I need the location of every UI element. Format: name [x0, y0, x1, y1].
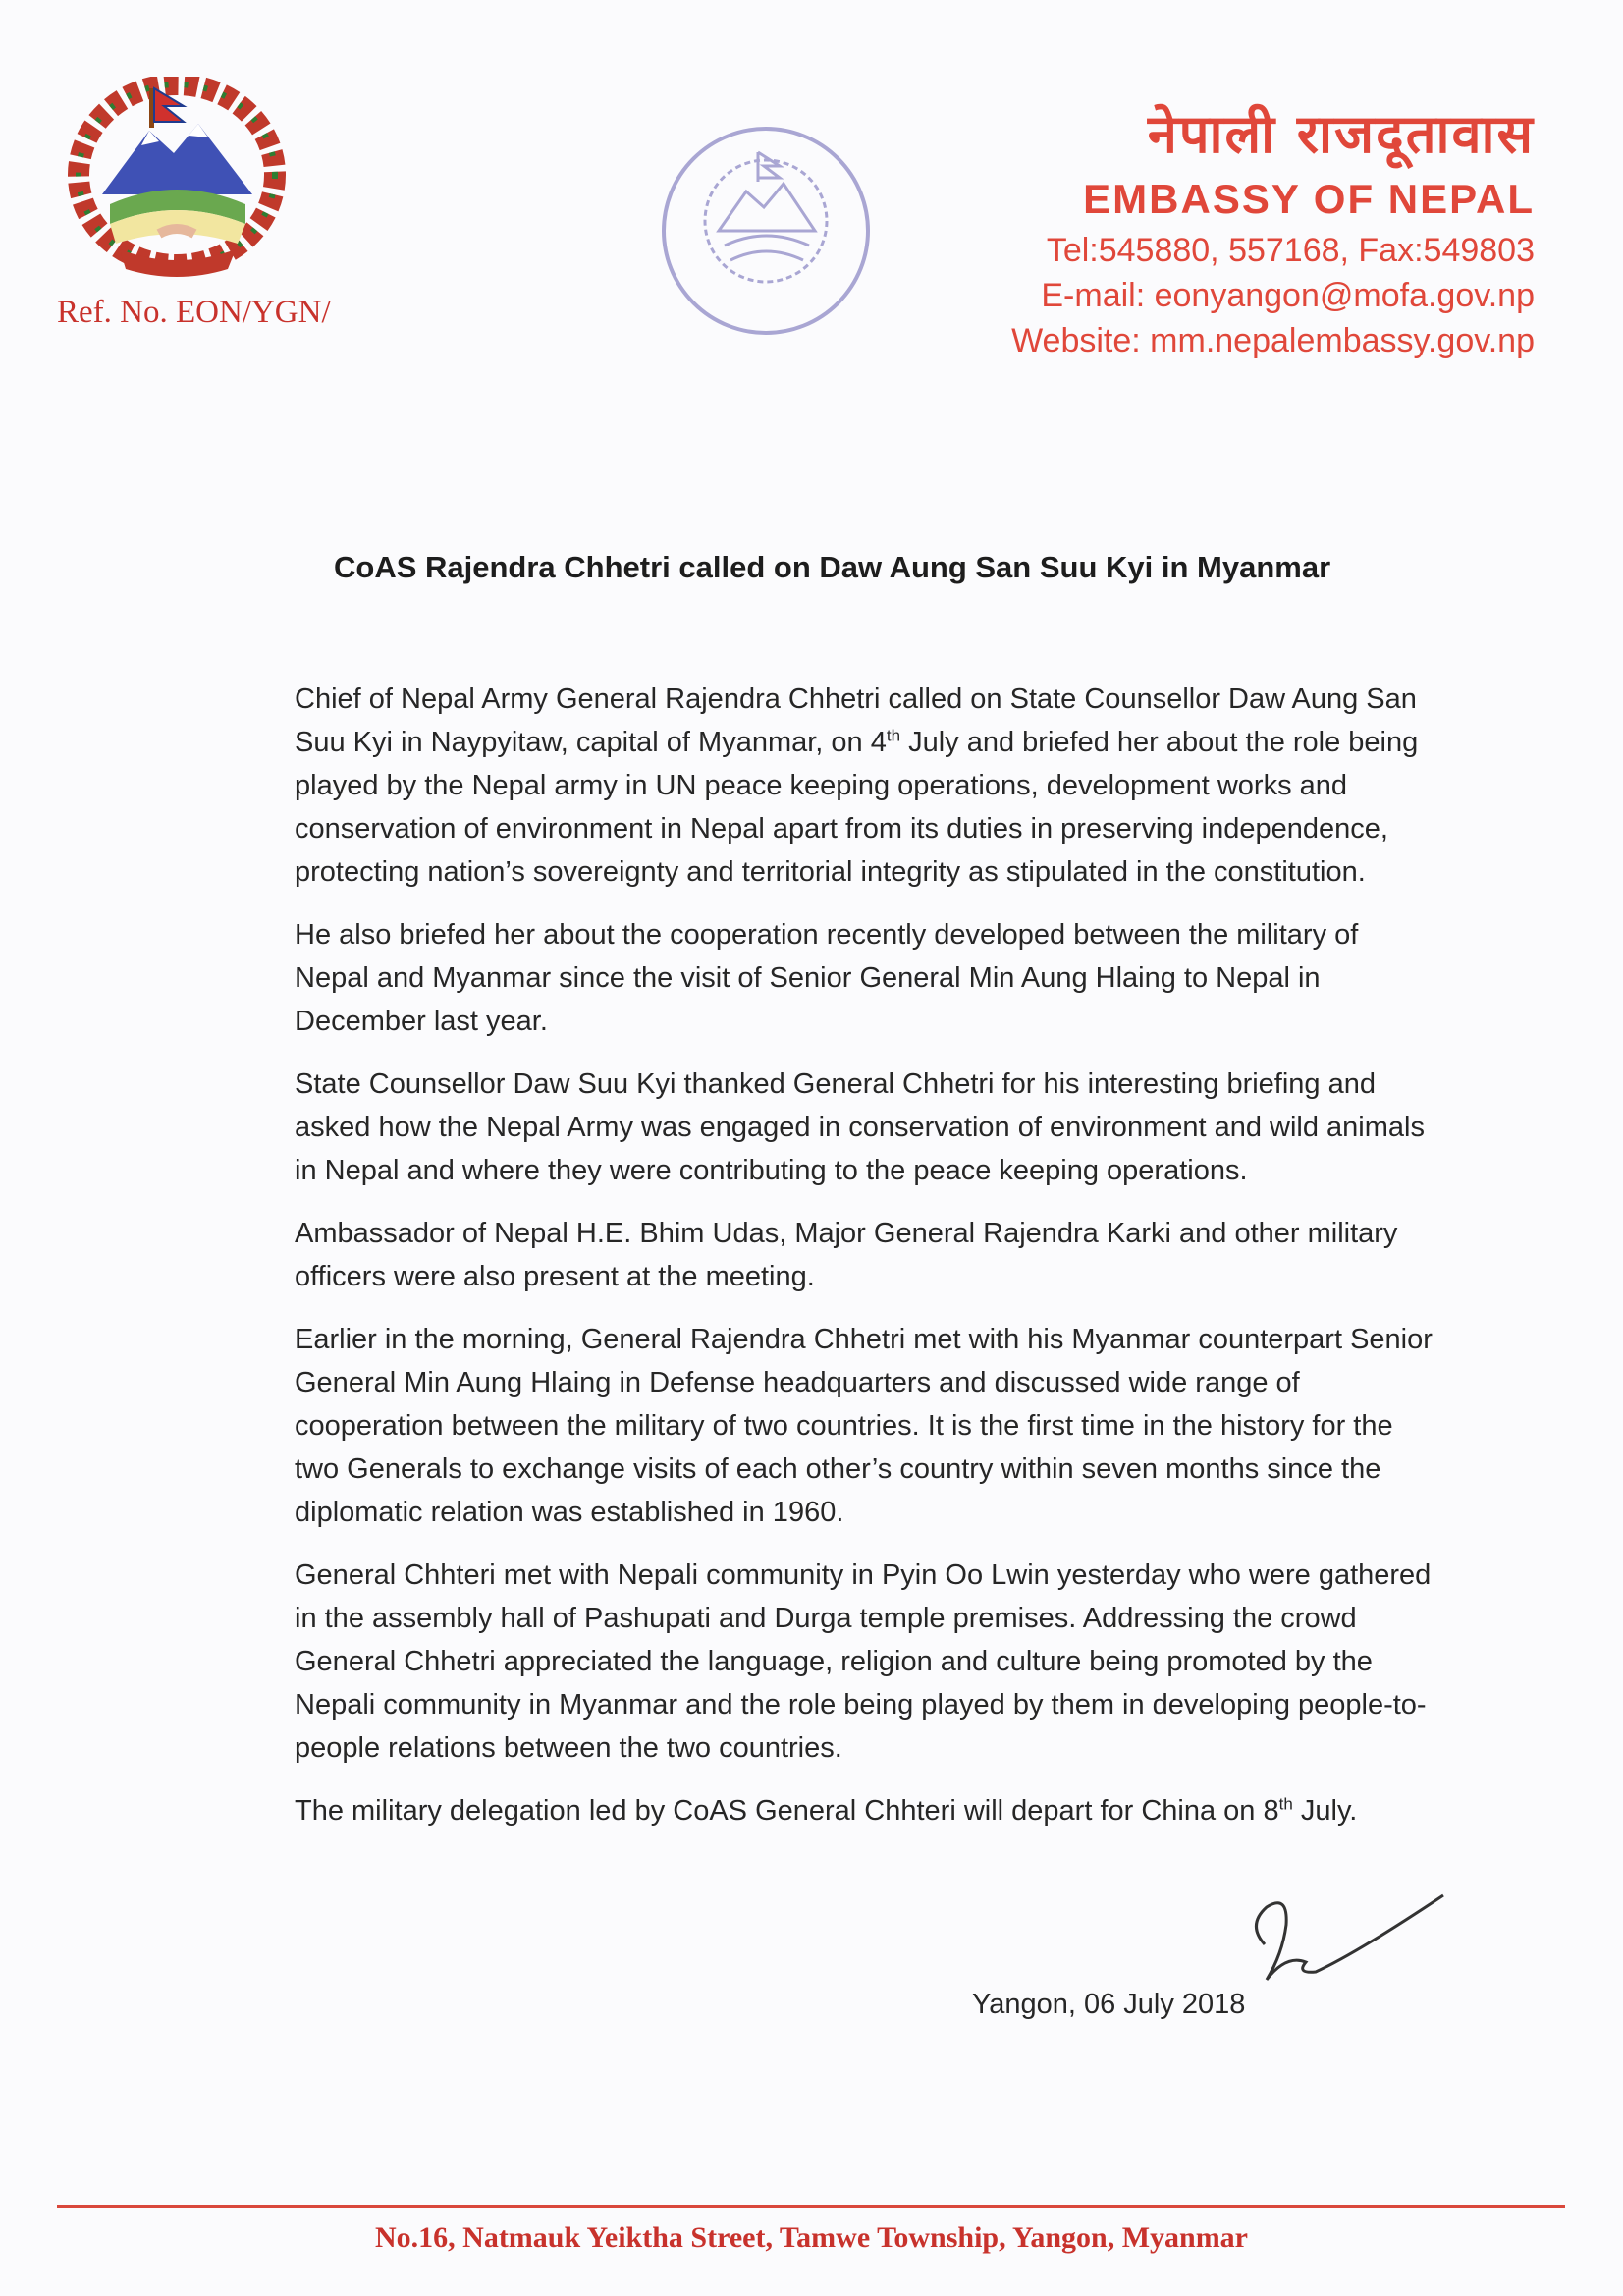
nepal-emblem-icon — [51, 77, 302, 283]
paragraph-6: General Chhteri met with Nepali community in Pyin Oo Lwin yesterday who were gathered in the assembly hall of Pashupati and Durga temple premises. Addressing the crowd General Chhetri appreciated the language, religion and culture being promoted by the Nepali community in Myanmar and the role being played by them in developing people-to-people relations between the two countries. — [295, 1559, 1432, 1764]
paragraph-1 — [295, 678, 1434, 894]
paragraph-2: He also briefed her about the cooperation recently developed between the military of Nepal and Myanmar since the visit of Senior General Min Aung Hlaing to Nepal in December last year. — [295, 919, 1359, 1037]
website-line: Website: mm.nepalembassy.gov.np — [1011, 322, 1535, 359]
embassy-name-english: EMBASSY OF NEPAL — [1083, 176, 1535, 222]
footer-divider — [57, 2205, 1565, 2208]
letterhead — [985, 98, 1535, 363]
paragraph-7-text-a: The military delegation led by CoAS General Chhteri will depart for China on 8 — [295, 1795, 1279, 1827]
tel-fax-line: Tel:545880, 557168, Fax:549803 — [1046, 232, 1535, 269]
paragraph-1-text-a: Chief of Nepal Army General Rajendra Chhetri called on State Counsellor Daw Aung San Suu Kyi in Naypyitaw, capital of Myanmar, on 4 — [295, 683, 1417, 758]
date-line: Yangon, 06 July 2018 — [972, 1989, 1246, 2020]
paragraph-7-text-b: July. — [1292, 1795, 1358, 1827]
document-title: CoAS Rajendra Chhetri called on Daw Aung San Suu Kyi in Myanmar — [334, 550, 1331, 584]
embassy-stamp-icon — [648, 113, 884, 349]
paragraph-1-sup: th — [886, 726, 901, 745]
email-line: E-mail: eonyangon@mofa.gov.np — [1041, 277, 1535, 314]
paragraph-7 — [295, 1789, 1434, 1832]
paragraph-4: Ambassador of Nepal H.E. Bhim Udas, Major General Rajendra Karki and other military officers were also present at the meeting. — [295, 1218, 1398, 1292]
letter-body — [295, 678, 1434, 1852]
paragraph-1-text-b: July and briefed her about the role being played by the Nepal army in UN peace keeping operations, development works and conservation of environment in Nepal apart from its duties in preserving independence, protecting nation’s sovereignty and territorial integrity as stipulated in the constitution. — [295, 727, 1419, 888]
footer-address: No.16, Natmauk Yeiktha Street, Tamwe Township, Yangon, Myanmar — [374, 2221, 1248, 2254]
reference-number: Ref. No. EON/YGN/ — [57, 295, 331, 330]
paragraph-7-sup: th — [1278, 1794, 1293, 1814]
paragraph-3: State Counsellor Daw Suu Kyi thanked General Chhetri for his interesting briefing and asked how the Nepal Army was engaged in conservation of environment and wild animals in Nepal and where they were contributing to the peace keeping operations. — [295, 1068, 1425, 1186]
paragraph-5: Earlier in the morning, General Rajendra Chhetri met with his Myanmar counterpart Senior General Min Aung Hlaing in Defense headquarters and discussed wide range of cooperation between the military of two countries. It is the first time in the history for the two Generals to exchange visits of each other’s country within seven months since the diplomatic relation was established in 1960. — [295, 1324, 1433, 1528]
signature-icon — [1227, 1886, 1453, 1994]
embassy-name-nepali: नेपाली राजदूतावास — [1147, 103, 1535, 165]
